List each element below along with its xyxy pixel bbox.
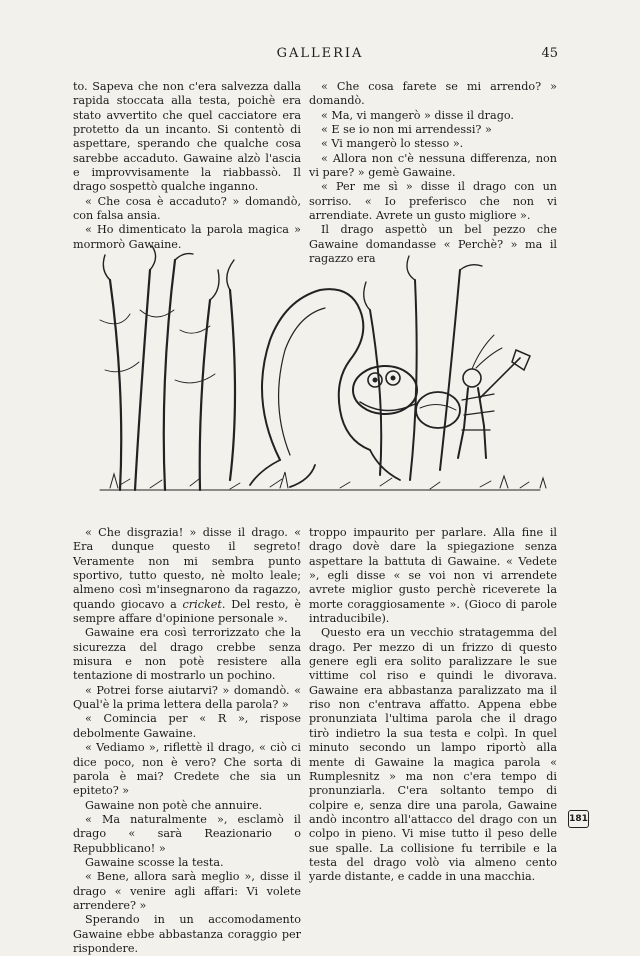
- column-bottom-right: [309, 526, 557, 885]
- paragraph: « Comincia per « R », rispose debolmente Gawaine.: [73, 712, 301, 740]
- paragraph: Questo era un vecchio stratagemma del drago. Per mezzo di un frizzo di questo genere egli era solito paralizzare le sue vittime col riso e quindi le divorava. Gawaine era abbastanza paralizzato ma il riso non c'entrava affatto. Appena ebbe pronunziata l'ultima parola che il drago tirò indietro la sua testa e colpì. In quel minuto secondo un lampo riportò alla mente di Gawaine la magica parola « Rumplesnitz » ma non c'era tempo di pronunziarla. C'era soltanto tempo di colpire e, senza dire una parola, Gawaine andò incontro all'attacco del drago con un colpo in pieno. Vi mise tutto il peso delle sue spalle. La collisione fu terribile e la testa del drago volò via almeno cento yarde distante, e cadde in una macchia.: [309, 626, 557, 884]
- paragraph: Gawaine scosse la testa.: [85, 855, 224, 869]
- paragraph: « Bene, allora sarà meglio », disse il drago « venire agli affari: Vi volete arrendere? »: [73, 870, 301, 912]
- paragraph: « Ma, vi mangerò » disse il drago.: [321, 108, 514, 122]
- paragraph: Gawaine era così terrorizzato che la sicurezza del drago crebbe senza misura e non potè resistere alla tentazione di mostrarlo un pochino.: [73, 626, 301, 683]
- archive-stamp: 181: [568, 810, 589, 828]
- paragraph: Sperando in un accomodamento Gawaine ebbe abbastanza coraggio per rispondere.: [73, 913, 301, 955]
- paragraph: troppo impaurito per parlare. Alla fine il drago dovè dare la spiegazione senza aspettare la battuta di Gawaine. « Vedete », egli disse « se voi non vi arrendete avrete miglior gusto perchè riceverete la morte coraggiosamente ». (Gioco di parole intraducibile).: [309, 526, 557, 626]
- paragraph: « Allora non c'è nessuna differenza, non vi pare? » gemè Gawaine.: [309, 151, 557, 180]
- page-header: [0, 46, 640, 68]
- text-segment: . Del resto, è sempre affare d'opinione personale ».: [73, 597, 301, 626]
- paragraph: « Che cosa farete se mi arrendo? » domandò.: [309, 80, 557, 108]
- dragon-illustration: [80, 240, 560, 520]
- paragraph: « E se io non mi arrendessi? »: [321, 123, 492, 137]
- paragraph: Il drago aspettò un bel pezzo che Gawaine domandasse « Perchè? » ma il ragazzo era: [309, 223, 557, 266]
- paragraph: « Vediamo », riflettè il drago, « ciò ci dice poco, non è vero? Che sorta di parola è mai? Credete che sia un epiteto? »: [73, 741, 301, 798]
- paragraph: « Che cosa è accaduto? » domandò, con falsa ansia.: [73, 194, 301, 223]
- paragraph: « Per me sì » disse il drago con un sorriso. « Io preferisco che non vi arrendiate. Avrete un gusto migliore ».: [309, 180, 557, 223]
- italic-word: cricket: [182, 597, 222, 611]
- column-top-right: [309, 80, 557, 266]
- paragraph: [73, 526, 301, 626]
- running-title: GALLERIA: [276, 46, 364, 61]
- column-bottom-left: [73, 526, 301, 956]
- paragraph: to. Sapeva che non c'era salvezza dalla rapida stoccata alla testa, poichè era stato avvertito che quel cacciatore era protetto da un incanto. Si contentò di aspettare, sperando che qualche cosa sarebbe accaduto. Gawaine alzò l'ascia e improvvisamente la riabbassò. Il drago sospettò qualche inganno.: [73, 80, 301, 194]
- text-segment: « Che disgrazia! » disse il drago. « Era dunque questo il segreto! Veramente non mi sembra punto sportivo, tutto questo, nè molto leale; almeno così m'insegnarono da ragazzo, quando giocavo a: [73, 526, 301, 611]
- paragraph: « Ho dimenticato la parola magica » mormorò Gawaine.: [73, 223, 301, 251]
- paragraph: « Ma naturalmente », esclamò il drago « sarà Reazionario o Repubblicano! »: [73, 812, 301, 855]
- page-number: 45: [541, 46, 558, 61]
- paragraph: « Vi mangerò lo stesso ».: [321, 137, 464, 151]
- paragraph: Gawaine non potè che annuire.: [85, 798, 263, 812]
- column-top-left: [73, 80, 301, 252]
- paragraph: « Potrei forse aiutarvi? » domandò. « Qual'è la prima lettera della parola? »: [73, 683, 301, 712]
